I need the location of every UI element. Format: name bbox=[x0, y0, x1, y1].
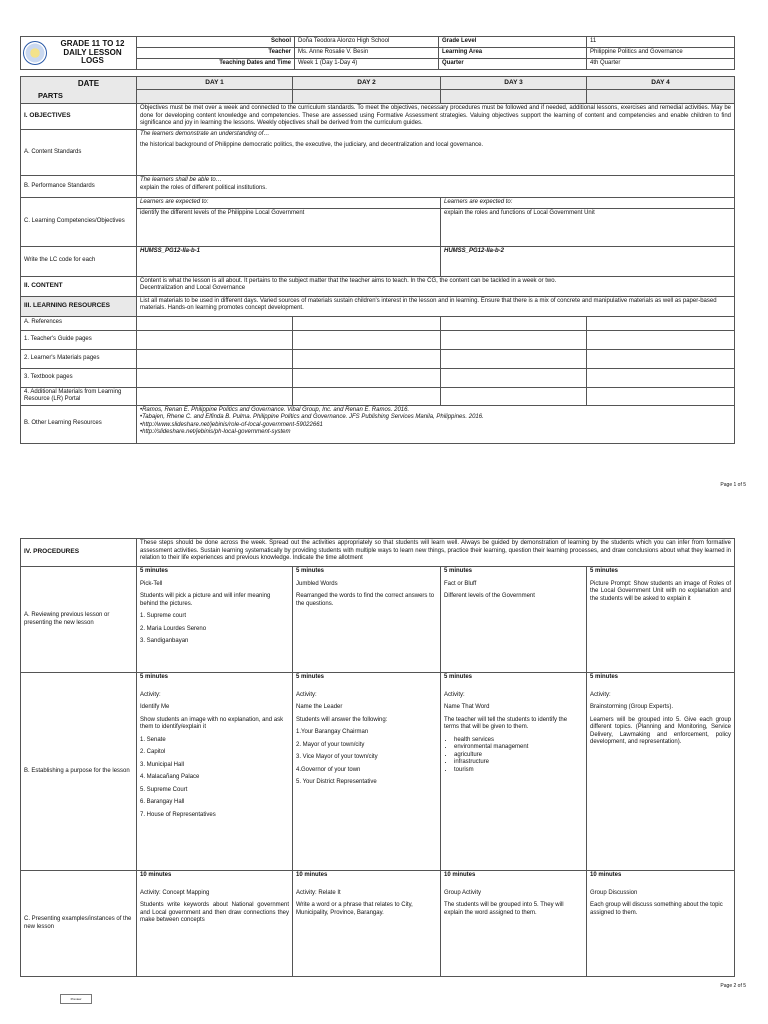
deped-seal-icon bbox=[23, 41, 47, 65]
proc-b-day-2 bbox=[293, 673, 441, 871]
time-allotment: 5 minutes bbox=[296, 674, 325, 680]
area-value: Philippine Politics and Governance bbox=[587, 48, 735, 59]
objectives-label: I. OBJECTIVES bbox=[21, 104, 137, 130]
other-resources-list bbox=[137, 405, 735, 443]
list-item: 3. Vice Mayor of your town/city bbox=[296, 754, 378, 760]
activity-text: Learners will be grouped into 5. Give each group different topics. (Planning and Monitoring, Service Delivery, Lawmaking and enforcement, policy development, and representation). bbox=[590, 716, 731, 745]
performance-standards-intro: The learners shall be able to… bbox=[140, 177, 222, 183]
dates-value: Week 1 (Day 1-Day 4) bbox=[295, 59, 439, 70]
list-item: 1. Supreme court bbox=[140, 613, 187, 619]
quarter-label: Quarter bbox=[439, 59, 587, 70]
list-item: • agriculture bbox=[454, 752, 583, 760]
proc-c-day-4 bbox=[587, 871, 735, 977]
list-item: 3. Municipal Hall bbox=[140, 761, 185, 768]
content-label: II. CONTENT bbox=[21, 276, 137, 296]
area-label: Learning Area bbox=[439, 48, 587, 59]
time-allotment: 10 minutes bbox=[296, 872, 328, 878]
activity-heading: Activity: bbox=[140, 691, 161, 698]
proc-b-day-3 bbox=[441, 673, 587, 871]
grade-label: Grade Level bbox=[439, 37, 587, 48]
list-item: • infrastructure bbox=[454, 759, 583, 767]
header-table bbox=[20, 36, 735, 70]
time-allotment: 10 minutes bbox=[140, 872, 172, 878]
references-label: A. References bbox=[21, 316, 137, 330]
activity-title: Brainstorming (Group Experts). bbox=[590, 704, 674, 710]
activity-text: Different levels of the Government bbox=[444, 593, 535, 599]
teacher-label: Teacher bbox=[137, 48, 295, 59]
list-item: • health services bbox=[454, 737, 583, 745]
list-item: 4.Governor of your town bbox=[296, 766, 361, 773]
activity-title: Group Activity bbox=[444, 889, 482, 896]
proc-a-day-3 bbox=[441, 567, 587, 673]
proc-a-day-1 bbox=[137, 567, 293, 673]
activity-title: Group Discussion bbox=[590, 889, 638, 896]
other-resource-item: •Ramos, Renan E. Philippine Politics and Governance. Vibal Group, Inc. and Renan E. Ramos. 2016. bbox=[140, 406, 410, 413]
procedures-label: IV. PROCEDURES bbox=[21, 539, 137, 567]
date-label: DATE bbox=[77, 79, 100, 89]
time-allotment: 10 minutes bbox=[444, 872, 476, 878]
proc-b-day-4 bbox=[587, 673, 735, 871]
proc-c-day-2 bbox=[293, 871, 441, 977]
lr-portal-label: 4. Additional Materials from Learning Resource (LR) Portal bbox=[21, 387, 137, 405]
content-standards-label: A. Content Standards bbox=[21, 130, 137, 176]
page-number-2: Page 2 of 5 bbox=[720, 983, 746, 989]
content-standards-text: the historical background of Philippine democratic politics, the executive, the judiciary, and decentralization and local governance. bbox=[140, 141, 484, 148]
performance-standards-label: B. Performance Standards bbox=[21, 176, 137, 198]
time-allotment: 5 minutes bbox=[140, 568, 169, 574]
other-resource-link[interactable]: •http://slideshare.net/jebinis/ph-local-government-system bbox=[140, 429, 291, 435]
time-allotment: 5 minutes bbox=[590, 674, 619, 680]
list-item: 6. Barangay Hall bbox=[140, 799, 185, 805]
procedures-text: These steps should be done across the week. Spread out the activities appropriately so that students will learn well. Always be guided by demonstration of learning by the students which you can infer from formative assessment activities. Sustain learning systematically by providing students with multiple ways to learn new things, practice their learning, question their learning processes, and draw conclusions about what they learned in relation to their life experiences and previous knowledge. Indicate the time allotment bbox=[137, 539, 735, 567]
competencies-right: explain the roles and functions of Local Government Unit bbox=[441, 208, 735, 246]
page-number-1: Page 1 of 5 bbox=[720, 482, 746, 488]
teachers-guide-label: 1. Teacher's Guide pages bbox=[21, 330, 137, 349]
activity-text: Show students an image with no explanation, and ask them to identify/explain it bbox=[140, 716, 284, 730]
list-item: 7. House of Representatives bbox=[140, 811, 216, 818]
activity-text: Students write keywords about National government and Local government and then draw connections they make between concepts bbox=[140, 902, 289, 923]
activity-text: Students will answer the following: bbox=[296, 716, 388, 723]
parts-label: PARTS bbox=[38, 91, 63, 101]
teacher-value: Ms. Anne Rosalie V. Besin bbox=[295, 48, 439, 59]
list-item: 2. Capitol bbox=[140, 749, 166, 755]
proc-b-day-1 bbox=[137, 673, 293, 871]
objectives-text: Objectives must be met over a week and connected to the curriculum standards. To meet the objectives, necessary procedures must be followed and if needed, additional lessons, exercises and remedial activities. May be done for developing content knowledge and competencies. These are assessed using Formative Assessment strategies. Valuing objectives support the learning of content and competencies and enable children to find significance and joy in learning the lessons. Weekly objectives shall be derived from the curriculum guides. bbox=[137, 104, 735, 130]
proc-a-label: A. Reviewing previous lesson or presenting the new lesson bbox=[21, 567, 137, 673]
time-allotment: 5 minutes bbox=[296, 568, 325, 574]
logo-cell bbox=[21, 37, 137, 70]
day-4-header: DAY 4 bbox=[587, 77, 735, 90]
activity-title: Activity: Concept Mapping bbox=[140, 889, 210, 896]
list-item: • environmental management bbox=[454, 744, 583, 752]
content-note: Content is what the lesson is all about. It pertains to the subject matter that the teacher aims to teach. In the CG, the content can be tackled in a week or two. bbox=[140, 277, 557, 284]
lc-code-label: Write the LC code for each bbox=[21, 246, 137, 276]
activity-heading: Activity: bbox=[296, 691, 317, 698]
learners-materials-label: 2. Learner's Materials pages bbox=[21, 349, 137, 368]
time-allotment: 5 minutes bbox=[590, 568, 619, 574]
activity-text: Each group will discuss something about the topic assigned to them. bbox=[590, 902, 723, 916]
activity-text: Students will pick a picture and will infer meaning behind the pictures. bbox=[140, 593, 271, 607]
other-resources-label: B. Other Learning Resources bbox=[21, 405, 137, 443]
activity-title: Pick-Tell bbox=[140, 580, 163, 587]
list-item: 3. Sandiganbayan bbox=[140, 638, 189, 644]
time-allotment: 5 minutes bbox=[444, 568, 473, 574]
time-allotment: 5 minutes bbox=[140, 674, 169, 680]
school-value: Doña Teodora Alonzo High School bbox=[295, 37, 439, 48]
proc-c-day-1 bbox=[137, 871, 293, 977]
other-resource-link[interactable]: •http://www.slideshare.net/jebinis/role-of-local-government-59022661 bbox=[140, 421, 323, 428]
competencies-label: C. Learning Competencies/Objectives bbox=[21, 198, 137, 247]
school-label: School bbox=[137, 37, 295, 48]
competencies-intro-right: Learners are expected to: bbox=[441, 198, 735, 209]
competencies-left: identify the different levels of the Philippine Local Government bbox=[137, 208, 441, 246]
content-standards-intro: The learners demonstrate an understanding of… bbox=[140, 131, 270, 137]
day-1-header: DAY 1 bbox=[137, 77, 293, 90]
proc-c-label: C. Presenting examples/instances of the new lesson bbox=[21, 871, 137, 977]
proc-a-day-4 bbox=[587, 567, 735, 673]
activity-text: Write a word or a phrase that relates to City, Municipality, Province, Barangay. bbox=[296, 902, 413, 916]
other-resource-item: •Tabajen, Rhene C. and Elfinda B. Pulma. Philippine Politics and Governance. JFS Publishing Services Manila, Philippines. 2016. bbox=[140, 414, 484, 420]
activity-title: Fact or Bluff bbox=[444, 580, 477, 587]
activity-title: Name the Leader bbox=[296, 704, 343, 710]
list-item: 2. Mayor of your town/city bbox=[296, 741, 365, 748]
list-item: 2. Maria Lourdes Sereno bbox=[140, 625, 207, 632]
list-item: 5. Your District Representative bbox=[296, 779, 377, 785]
grade-value: 11 bbox=[587, 37, 735, 48]
proc-c-day-3 bbox=[441, 871, 587, 977]
preview-button[interactable]: Preview bbox=[60, 994, 92, 1004]
resources-text: List all materials to be used in different days. Varied sources of materials sustain children's interest in the lesson and in learning. Ensure that there is a mix of concrete and manipulative materials as well as paper-based materials. Hands-on learning promotes concept development. bbox=[137, 296, 735, 316]
activity-title: Activity: Relate It bbox=[296, 889, 341, 896]
activity-heading: Activity: bbox=[590, 691, 611, 698]
competencies-intro-left: Learners are expected to: bbox=[137, 198, 441, 209]
performance-standards-text: explain the roles of different political institutions. bbox=[140, 184, 267, 191]
lc-code-right: HUMSS_PG12-IIa-b-2 bbox=[441, 246, 735, 276]
activity-text: Picture Prompt: Show students an image of Roles of the Local Government Unit with no explanation and the students will be asked to explain it bbox=[590, 580, 731, 602]
list-item: • tourism bbox=[454, 767, 583, 775]
content-text: Decentralization and Local Governance bbox=[140, 285, 246, 291]
activity-text: The students will be grouped into 5. They will explain the word assigned to them. bbox=[444, 902, 564, 916]
list-item: 1.Your Barangay Chairman bbox=[296, 729, 369, 735]
activity-title: Jumbled Words bbox=[296, 580, 338, 587]
day-3-header: DAY 3 bbox=[441, 77, 587, 90]
activity-heading: Activity: bbox=[444, 691, 465, 698]
proc-b-label: B. Establishing a purpose for the lesson bbox=[21, 673, 137, 871]
lesson-table-page-2 bbox=[20, 538, 735, 977]
activity-text: Rearranged the words to find the correct answers to the questions. bbox=[296, 593, 435, 607]
time-allotment: 5 minutes bbox=[444, 674, 473, 680]
dates-label: Teaching Dates and Time bbox=[137, 59, 295, 70]
date-parts-cell bbox=[21, 77, 137, 104]
day-2-header: DAY 2 bbox=[293, 77, 441, 90]
lesson-log-page-1 bbox=[20, 36, 734, 444]
logo-line-1: GRADE 11 TO 12 bbox=[60, 38, 125, 48]
activity-title: Name That Word bbox=[444, 704, 490, 710]
logo-line-2: DAILY LESSON LOGS bbox=[63, 47, 122, 66]
activity-title: Identify Me bbox=[140, 704, 170, 710]
list-item: 1. Senate bbox=[140, 736, 166, 743]
list-item: 4. Malacañang Palace bbox=[140, 774, 200, 780]
time-allotment: 10 minutes bbox=[590, 872, 622, 878]
textbook-label: 3. Textbook pages bbox=[21, 368, 137, 387]
lesson-log-page-2 bbox=[20, 538, 734, 977]
lesson-table-page-1 bbox=[20, 76, 735, 444]
terms-list bbox=[444, 737, 583, 775]
list-item: 5. Supreme Court bbox=[140, 786, 188, 793]
proc-a-day-2 bbox=[293, 567, 441, 673]
activity-text: The teacher will tell the students to identify the terms that will be given to them. bbox=[444, 716, 568, 730]
lc-code-left: HUMSS_PG12-IIa-b-1 bbox=[137, 246, 441, 276]
quarter-value: 4th Quarter bbox=[587, 59, 735, 70]
resources-label: III. LEARNING RESOURCES bbox=[21, 296, 137, 316]
